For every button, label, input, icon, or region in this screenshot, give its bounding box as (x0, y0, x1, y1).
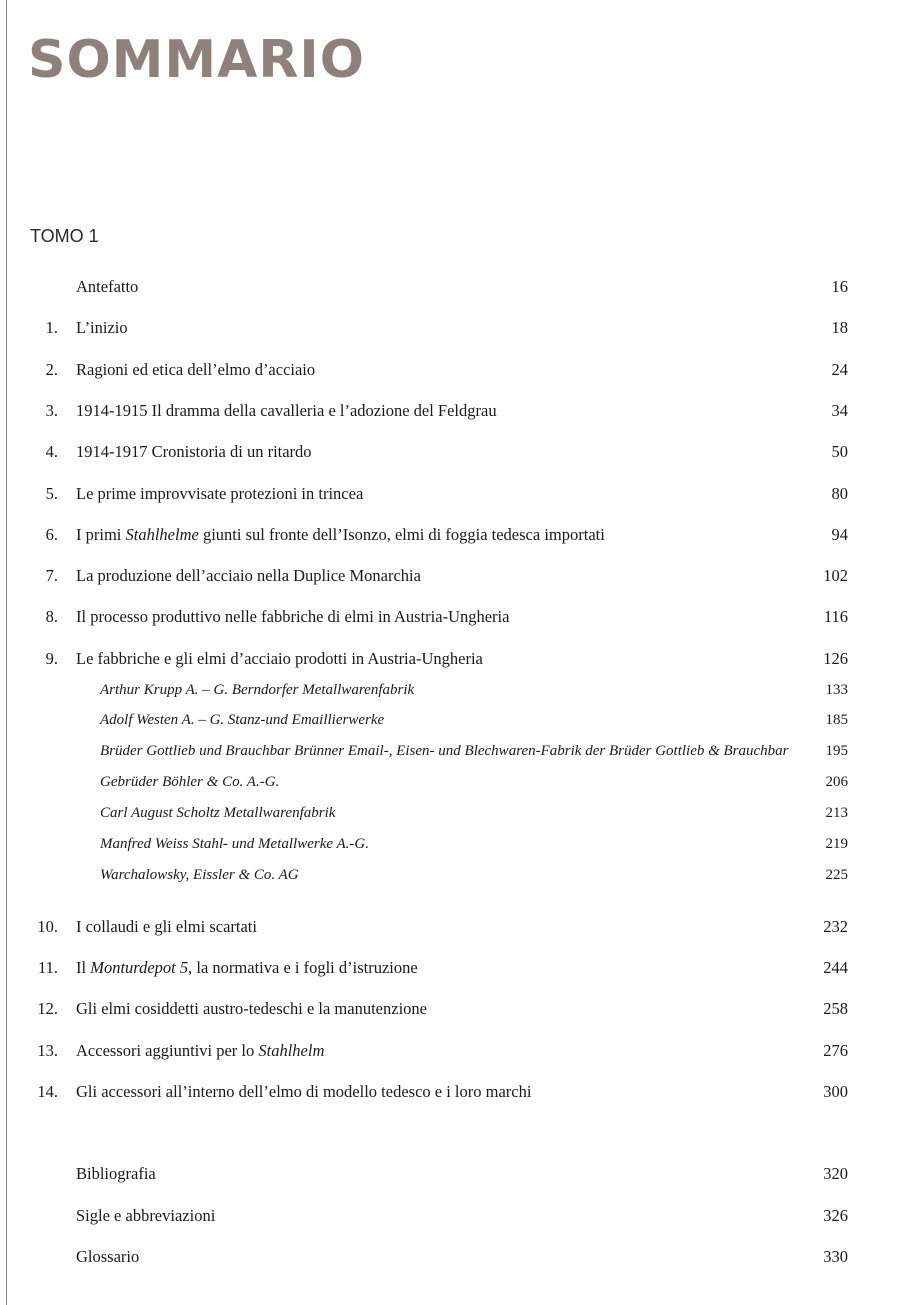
entry-title-part: Le fabbriche e gli elmi d’acciaio prodotti in Austria-Ungheria (76, 649, 483, 668)
toc-entry (0, 997, 904, 1021)
entry-title (76, 440, 312, 464)
entry-number: 4. (45, 442, 58, 461)
entry-page-number: 219 (825, 836, 848, 852)
entry-number: 8. (45, 607, 58, 626)
entry-title (76, 564, 421, 588)
entry-page-number: 50 (831, 442, 848, 461)
toc-subentry (0, 678, 904, 702)
entry-title-part: Gli elmi cosiddetti austro-tedeschi e la manutenzione (76, 999, 427, 1018)
entry-title (76, 523, 605, 547)
entry-title (100, 739, 789, 763)
entry-page-number: 185 (825, 712, 848, 728)
entry-page-number: 330 (823, 1247, 848, 1266)
entry-title-part: 1914-1917 Cronistoria di un ritardo (76, 442, 312, 461)
entry-title (76, 482, 363, 506)
toc-entry (0, 440, 904, 464)
entry-title-part: I primi (76, 525, 126, 544)
entry-title-part: Le prime improvvisate protezioni in trincea (76, 484, 364, 503)
entry-number: 3. (45, 401, 58, 420)
entry-page-number: 258 (823, 999, 848, 1018)
entry-number: 2. (45, 360, 58, 379)
entry-title-part: 1914-1915 Il dramma della cavalleria e l’adozione del Feldgrau (76, 401, 497, 420)
toc-entry (0, 1245, 904, 1269)
entry-title-part: Monturdepot 5 (90, 958, 189, 977)
entry-page-number: 18 (831, 318, 848, 337)
entry-title-part: Glossario (76, 1247, 140, 1266)
entry-title (76, 399, 497, 423)
entry-title-part: Ragioni ed etica dell’elmo d’acciaio (76, 360, 316, 379)
entry-page-number: 116 (823, 607, 848, 626)
entry-page-number: 320 (823, 1164, 848, 1183)
toc-entry (0, 523, 904, 547)
toc-subentry (0, 739, 904, 763)
entry-title-part: Bibliografia (76, 1164, 156, 1183)
toc-entry (0, 1080, 904, 1104)
entry-title (76, 316, 128, 340)
entry-title-part: , la normativa e i fogli d’istruzione (188, 958, 418, 977)
entry-title-part: Il (76, 958, 91, 977)
entry-title (76, 647, 483, 671)
entry-number: 12. (37, 999, 58, 1018)
entry-page-number: 232 (823, 917, 848, 936)
toc-entry (0, 647, 904, 671)
entry-title-part: Sigle e abbreviazioni (76, 1206, 216, 1225)
entry-number: 5. (45, 484, 58, 503)
entry-title (76, 915, 257, 939)
volume-heading: TOMO 1 (30, 226, 99, 246)
entry-title (76, 1245, 139, 1269)
entry-title-part: Arthur Krupp A. – G. Berndorfer Metallwarenfabrik (100, 682, 415, 698)
entry-page-number: 80 (831, 484, 848, 503)
toc-entry (0, 915, 904, 939)
entry-number: 9. (45, 649, 58, 668)
entry-title (100, 708, 384, 732)
entry-title-part: Stahlhelme (125, 525, 199, 544)
entry-number: 11. (37, 958, 58, 977)
entry-title (76, 605, 509, 629)
entry-page-number: 326 (823, 1206, 848, 1225)
entry-title (76, 997, 427, 1021)
entry-title-part: Brüder Gottlieb und Brauchbar Brünner Email-, Eisen- und Blechwaren-Fabrik der Brüder Gottlieb & Brauchbar (100, 743, 789, 759)
entry-title (100, 863, 299, 887)
entry-title-part: L’inizio (76, 318, 128, 337)
page-title: SOMMARIO (28, 30, 365, 90)
entry-title-part: Adolf Westen A. – G. Stanz-und Emaillierwerke (100, 712, 385, 728)
toc-subentry (0, 832, 904, 856)
toc-subentry (0, 801, 904, 825)
toc-entry (0, 564, 904, 588)
entry-page-number: 133 (825, 682, 848, 698)
entry-title-part: Antefatto (76, 277, 139, 296)
entry-title (76, 275, 138, 299)
entry-number: 6. (45, 525, 58, 544)
entry-number: 13. (37, 1041, 58, 1060)
entry-page-number: 24 (831, 360, 848, 379)
entry-title (76, 1162, 156, 1186)
entry-title-part: Stahlhelm (258, 1041, 325, 1060)
entry-title (76, 956, 418, 980)
entry-page-number: 16 (831, 277, 848, 296)
entry-title-part: I collaudi e gli elmi scartati (76, 917, 257, 936)
entry-title-part: Manfred Weiss Stahl- und Metallwerke A.-G. (100, 836, 369, 852)
toc-entry (0, 275, 904, 299)
entry-page-number: 206 (825, 774, 848, 790)
toc-entry (0, 1162, 904, 1186)
entry-number: 1. (45, 318, 58, 337)
entry-number: 10. (37, 917, 58, 936)
entry-title (76, 358, 315, 382)
entry-page-number: 225 (825, 867, 848, 883)
entry-title-part: Gli accessori all’interno dell’elmo di modello tedesco e i loro marchi (76, 1082, 532, 1101)
entry-title (100, 770, 279, 794)
entry-title-part: Accessori aggiuntivi per lo (76, 1041, 259, 1060)
entry-page-number: 126 (823, 649, 848, 668)
entry-title-part: Carl August Scholtz Metallwarenfabrik (100, 805, 336, 821)
entry-title (76, 1039, 324, 1063)
toc-subentry (0, 863, 904, 887)
entry-page-number: 34 (831, 401, 848, 420)
entry-title-part: Gebrüder Böhler & Co. A.-G. (100, 774, 280, 790)
entry-number: 7. (45, 566, 58, 585)
entry-number: 14. (37, 1082, 58, 1101)
entry-title (100, 678, 414, 702)
toc-entry (0, 316, 904, 340)
entry-page-number: 276 (823, 1041, 848, 1060)
entry-page-number: 300 (823, 1082, 848, 1101)
toc-entry (0, 482, 904, 506)
entry-title-part: La produzione dell’acciaio nella Duplice Monarchia (76, 566, 421, 585)
entry-title (76, 1080, 531, 1104)
toc-entry (0, 956, 904, 980)
toc-subentry (0, 770, 904, 794)
entry-page-number: 102 (823, 566, 848, 585)
toc-entry (0, 358, 904, 382)
entry-page-number: 244 (823, 958, 848, 977)
entry-title-part: Warchalowsky, Eissler & Co. AG (100, 867, 299, 883)
entry-title-part: giunti sul fronte dell’Isonzo, elmi di foggia tedesca importati (198, 525, 605, 544)
entry-page-number: 195 (825, 743, 848, 759)
entry-title (100, 832, 369, 856)
toc-subentry (0, 708, 904, 732)
toc-entry (0, 1039, 904, 1063)
toc-entry (0, 605, 904, 629)
entry-page-number: 94 (831, 525, 848, 544)
toc-entry (0, 1204, 904, 1228)
entry-title (76, 1204, 215, 1228)
entry-title-part: Il processo produttivo nelle fabbriche di elmi in Austria-Ungheria (76, 607, 510, 626)
toc-entry (0, 399, 904, 423)
entry-title (100, 801, 335, 825)
entry-page-number: 213 (825, 805, 848, 821)
